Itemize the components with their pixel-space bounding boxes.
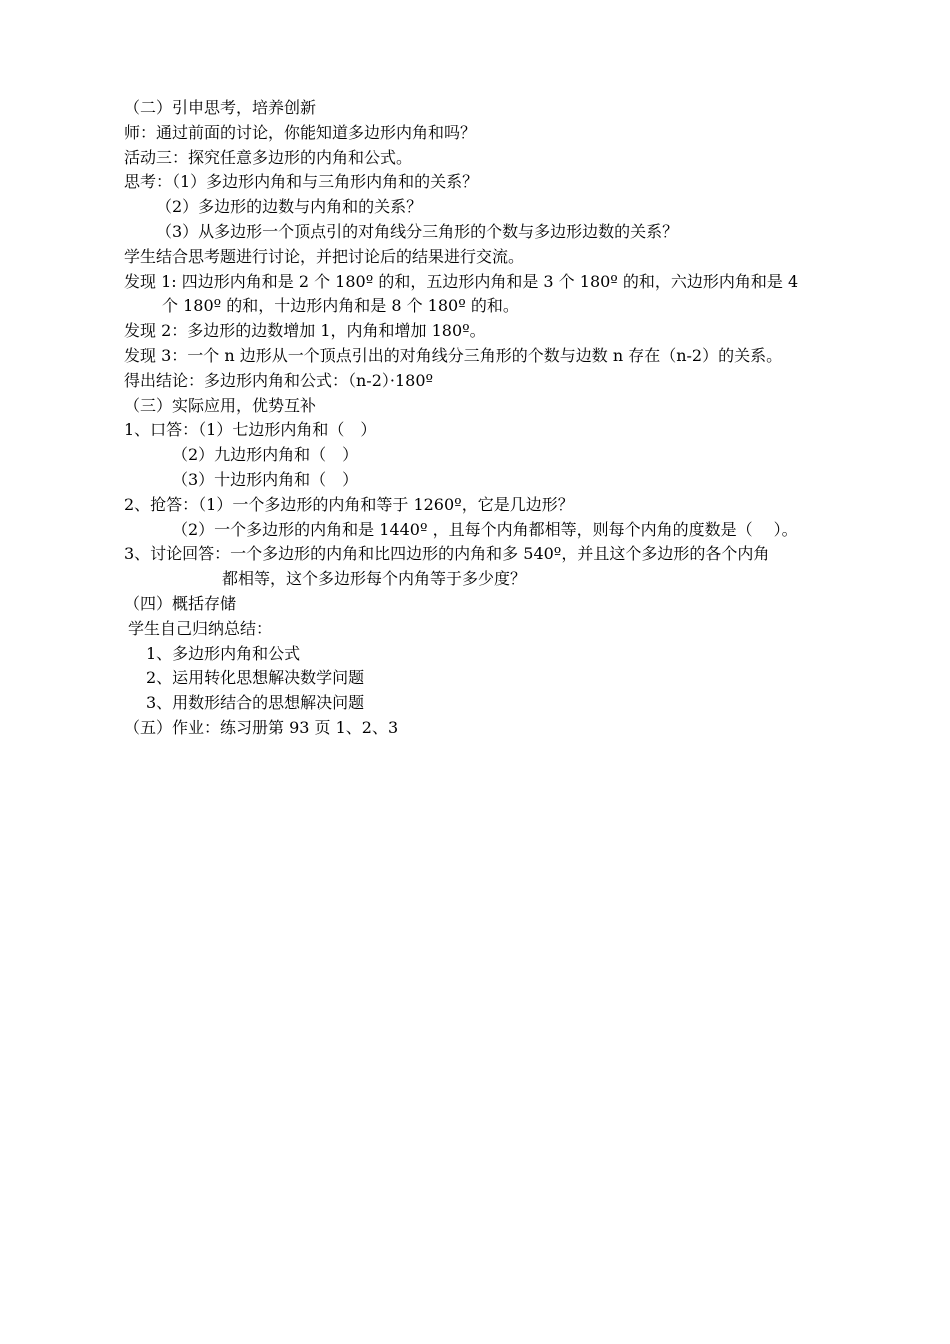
summary-intro: 学生自己归纳总结： (128, 618, 273, 638)
oral-question-2: （2）九边形内角和（ ） (172, 445, 359, 465)
section-heading-3: （三）实际应用，优势互补 (124, 395, 317, 415)
quick-answer-1: 2、抢答：（1）一个多边形的内角和等于 1260º，它是几边形？ (124, 494, 574, 514)
finding-2: 发现 2：多边形的边数增加 1，内角和增加 180º。 (124, 321, 486, 341)
think-item-3: （3）从多边形一个顶点引的对角线分三角形的个数与多边形边数的关系？ (156, 221, 679, 241)
think-item-1: 思考：（1）多边形内角和与三角形内角和的关系？ (124, 172, 479, 192)
summary-item-3: 3、用数形结合的思想解决问题 (146, 693, 365, 713)
discussion-question-continued: 都相等，这个多边形每个内角等于多少度？ (222, 569, 527, 589)
activity-3: 活动三：探究任意多边形的内角和公式。 (124, 147, 413, 167)
finding-3: 发现 3：一个 n 边形从一个顶点引出的对角线分三角形的个数与边数 n 存在（n-2）的关系。 (124, 345, 783, 365)
finding-1: 发现 1: 四边形内角和是 2 个 180º 的和，五边形内角和是 3 个 180º 的和，六边形内角和是 4 (124, 271, 799, 291)
section-heading-2: （二）引申思考，培养创新 (124, 98, 317, 117)
teacher-question: 师：通过前面的讨论，你能知道多边形内角和吗？ (124, 122, 477, 142)
student-discussion: 学生结合思考题进行讨论，并把讨论后的结果进行交流。 (124, 246, 525, 266)
homework: （五）作业：练习册第 93 页 1、2、3 (124, 717, 399, 737)
oral-question-3: （3）十边形内角和（ ） (172, 469, 359, 489)
discussion-question: 3、讨论回答：一个多边形的内角和比四边形的内角和多 540º，并且这个多边形的各个内角 (124, 544, 770, 564)
summary-item-1: 1、多边形内角和公式 (146, 643, 301, 663)
document-body (124, 96, 874, 741)
think-item-2: （2）多边形的边数与内角和的关系？ (156, 197, 423, 217)
finding-1-continued: 个 180º 的和，十边形内角和是 8 个 180º 的和。 (162, 296, 519, 316)
section-heading-4: （四）概括存储 (124, 593, 237, 613)
quick-answer-2: （2）一个多边形的内角和是 1440º ，且每个内角都相等，则每个内角的度数是（ ）。 (172, 519, 798, 539)
summary-item-2: 2、运用转化思想解决数学问题 (146, 668, 365, 688)
oral-question-1: 1、口答：（1）七边形内角和（ ） (124, 420, 377, 440)
conclusion-formula: 得出结论：多边形内角和公式：（n-2）·180º (124, 370, 434, 390)
